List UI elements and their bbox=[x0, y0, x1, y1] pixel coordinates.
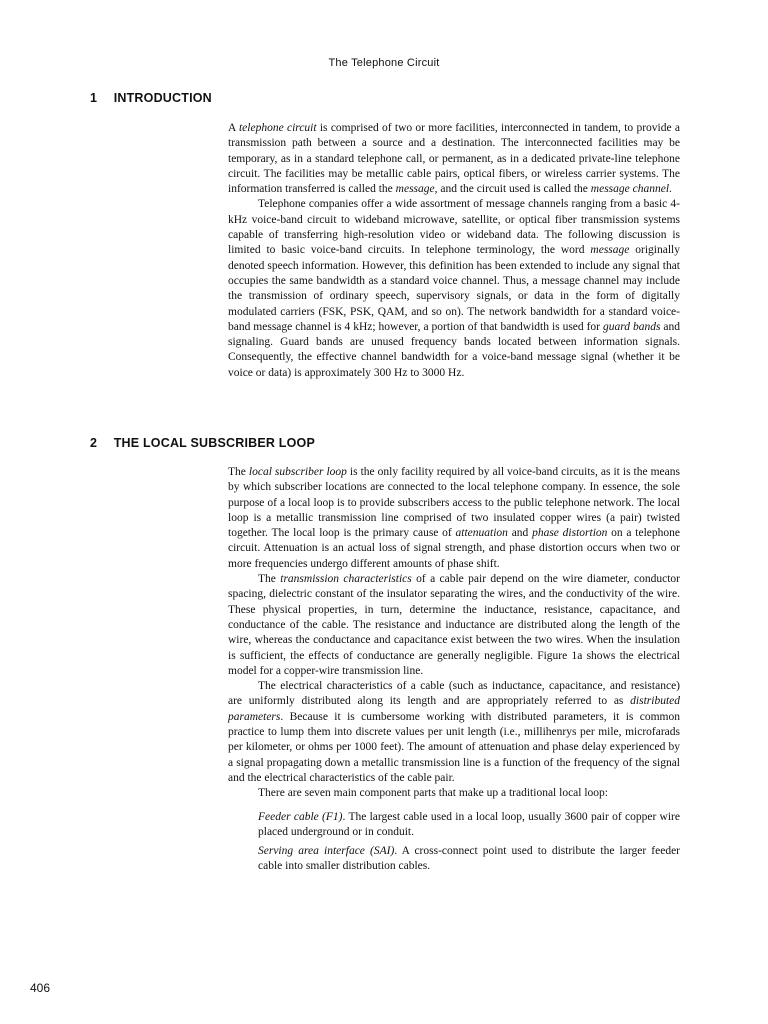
section-title: INTRODUCTION bbox=[113, 91, 212, 105]
section-number: 2 bbox=[90, 436, 98, 450]
italic-term: guard bands bbox=[602, 320, 661, 333]
local-loop-body bbox=[228, 465, 680, 875]
introduction-body bbox=[228, 121, 680, 381]
running-header: The Telephone Circuit bbox=[328, 57, 440, 69]
italic-term: message bbox=[395, 183, 435, 196]
italic-term: phase distortion bbox=[532, 527, 608, 540]
section-number: 1 bbox=[90, 91, 98, 105]
italic-term: message channel bbox=[590, 183, 670, 196]
paragraph: The transmission characteristics of a cable pair depend on the wire diameter, conductor spacing, dielectric constant of the insulator separating the wires, and the conductivity of the wire. These physical properties, in turn, determine the inductance, resistance, capacitance, and conductance of the cable. The resistance and inductance are distributed along the length of the wire, whereas the conductance and capacitance exist between the two wires. When the insulation is sufficient, the effects of conductance are generally negligible. Figure 1a shows the electrical model for a copper-wire transmission line. bbox=[228, 573, 681, 677]
italic-term: distributed parameters bbox=[228, 695, 680, 723]
italic-term: attenuation bbox=[455, 527, 508, 540]
italic-term: Serving area interface (SAI) bbox=[258, 845, 395, 858]
paragraph: The electrical characteristics of a cable (such as inductance, capacitance, and resistance) are uniformly distributed along its length and are appropriately referred to as distributed parameters. Because it is cumbersome working with distributed parameters, it is common practice to lump them into discrete values per unit length (i.e., millihenrys per mile, microfarads per kilometer, or ohms per 1000 feet). The amount of attenuation and phase delay experienced by a signal propagating down a metallic transmission line is a function of the frequency of the signal and the electrical characteristics of the cable pair. bbox=[228, 680, 680, 784]
paragraph: A telephone circuit is comprised of two or more facilities, interconnected in tandem, to provide a transmission path between a source and a destination. The interconnected facilities may be temporary, as in a standard telephone call, or permanent, as in a dedicated private-line telephone circuit. The facilities may be metallic cable pairs, optical fibers, or wireless carrier systems. The information transferred is called the message, and the circuit used is called the message channel. bbox=[228, 122, 680, 196]
italic-term: Feeder cable (F1) bbox=[258, 810, 343, 823]
italic-term: local subscriber loop bbox=[248, 466, 347, 478]
list-item-serving-area-interface: Serving area interface (SAI). A cross-connect point used to distribute the larger feeder cable into smaller distribution cables. bbox=[258, 845, 680, 873]
section-title: THE LOCAL SUBSCRIBER LOOP bbox=[113, 436, 315, 450]
list-item-feeder-cable: Feeder cable (F1). The largest cable used in a local loop, usually 3600 pair of copper wire placed underground or in conduit. bbox=[258, 810, 680, 838]
italic-term: telephone circuit bbox=[238, 122, 317, 134]
page-number: 406 bbox=[30, 981, 51, 995]
paragraph: Telephone companies offer a wide assortment of message channels ranging from a basic 4-kHz voice-band circuit to wideband microwave, satellite, or optical fiber transmission systems capable of transferring high-resolution video or wideband data. The following discussion is limited to basic voice-band circuits. In telephone terminology, the word message originally denoted speech information. However, this definition has been extended to include any signal that occupies the same bandwidth as a standard voice channel. Thus, a message channel may include the transmission of ordinary speech, supervisory signals, or data in the form of digitally modulated carriers (FSK, PSK, QAM, and so on). The network bandwidth for a standard voice-band message channel is 4 kHz; however, a portion of that bandwidth is used for guard bands and signaling. Guard bands are unused frequency bands located between information signals. Consequently, the effective channel bandwidth for a voice-band message signal (whether it be voice or data) is approximately 300 Hz to 3000 Hz. bbox=[228, 198, 681, 379]
paragraph: There are seven main component parts that make up a traditional local loop: bbox=[258, 787, 608, 800]
paragraph: The local subscriber loop is the only facility required by all voice-band circuits, as it is the means by which subscriber locations are connected to the local telephone company. In essence, the sole purpose of a local loop is to provide subscribers access to the public telephone network. The local loop is a metallic transmission line comprised of two insulated copper wires (a pair) twisted together. The local loop is the primary cause of attenuation and phase distortion on a telephone circuit. Attenuation is an actual loss of signal strength, and phase distortion occurs when two or more frequencies undergo different amounts of phase shift. bbox=[228, 466, 680, 570]
section-heading-local-subscriber-loop bbox=[90, 436, 315, 450]
italic-term: message bbox=[590, 244, 630, 257]
italic-term: transmission characteristics bbox=[280, 573, 412, 586]
section-heading-introduction bbox=[90, 91, 212, 105]
